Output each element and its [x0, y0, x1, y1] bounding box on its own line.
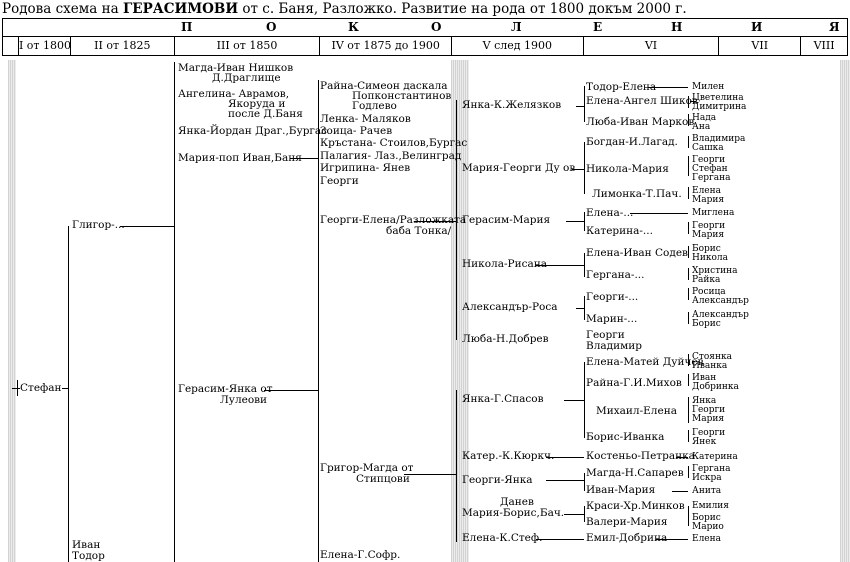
person-emil: Емил-Добрина	[586, 532, 668, 544]
person-elena-k-stef: Елена-К.Стеф.	[462, 532, 543, 544]
connector-horizontal	[404, 474, 456, 475]
person-angelina-line1: Ангелина- Аврамов,	[178, 88, 290, 100]
person-georgi-c: Георги	[692, 405, 726, 415]
person-gerasim-line1: Герасим-Янка от	[178, 383, 273, 395]
person-gerasim-line2: Лулеови	[220, 394, 268, 406]
connector-horizontal	[536, 539, 584, 540]
person-grigor-line1: Григор-Магда от	[320, 462, 414, 474]
person-elena-g-sofr: Елена-Г.Софр.	[320, 549, 401, 561]
connector-vertical	[688, 430, 689, 442]
shade-band-8	[840, 60, 850, 562]
connector-vertical	[584, 253, 585, 277]
connector-horizontal	[576, 106, 584, 107]
person-maria-boris: Мария-Борис,Бач.	[462, 507, 565, 519]
gen-spacer	[3, 37, 19, 55]
person-yanka-yordan: Янка-Йордан Драг.,Бургас	[178, 125, 328, 137]
person-aleksandar-b: Александър	[692, 310, 749, 320]
pok-letter: О	[266, 20, 278, 34]
connector-horizontal	[12, 388, 20, 389]
person-elena-b: Елена	[692, 534, 721, 544]
connector-horizontal	[120, 226, 174, 227]
gen-header-8: VIII	[813, 39, 835, 52]
gen-header-2: II от 1825	[71, 37, 175, 55]
person-emilia: Емилия	[692, 501, 729, 511]
gen-header-6: VI	[584, 37, 720, 55]
person-maria-b: Мария	[692, 230, 725, 240]
person-magda-line1: Магда-Иван Нишков	[178, 62, 294, 74]
title-prefix: Родова схема на	[2, 1, 119, 17]
person-palagia: Палагия- Лаз.,Велинград	[320, 150, 462, 162]
person-miglena: Миглена	[692, 208, 735, 218]
person-iskra: Искра	[692, 473, 722, 483]
person-gergana-a: Гергана	[692, 173, 731, 183]
person-hristina: Христина	[692, 266, 738, 276]
connector-vertical	[688, 506, 689, 526]
person-todor: Тодор	[72, 550, 105, 562]
person-boris-ivanka: Борис-Иванка	[586, 431, 665, 443]
person-yanka-a: Янка	[692, 396, 717, 406]
connector-vertical	[688, 136, 689, 148]
person-mario: Марио	[692, 522, 724, 532]
pok-letter: О	[431, 20, 443, 34]
person-nikola-a: Никола	[692, 253, 728, 263]
person-stefan-a: Стефан	[692, 164, 728, 174]
person-milen: Милен	[692, 82, 725, 92]
person-elena-dots: Елена-...	[586, 207, 634, 219]
person-raina-line3: Годлево	[352, 100, 397, 112]
person-ivanka: Иванка	[692, 361, 728, 371]
person-stoyanka: Стоянка	[692, 352, 732, 362]
person-boris-b: Борис	[692, 319, 721, 329]
page-title	[2, 0, 687, 18]
connector-vertical	[688, 374, 689, 386]
connector-horizontal	[564, 514, 584, 515]
person-georgi-b: Георги	[692, 221, 726, 231]
connector-vertical	[688, 268, 689, 280]
connector-horizontal	[546, 480, 584, 481]
person-georgi-d: Георги	[692, 428, 726, 438]
connector-horizontal	[576, 308, 584, 309]
connector-vertical	[688, 397, 689, 423]
person-ana: Ана	[692, 122, 711, 132]
person-ivan-maria: Иван-Мария	[586, 484, 656, 496]
gen-header-4: IV от 1875 до 1900	[320, 37, 452, 55]
person-krastana: Кръстана- Стоилов,Бургас	[320, 137, 468, 149]
person-rosica: Росица	[692, 287, 726, 297]
person-valeri: Валери-Мария	[586, 516, 668, 528]
person-bogdan: Богдан-И.Лагад.	[586, 136, 678, 148]
connector-vertical	[688, 156, 689, 176]
person-cvetelina: Цветелина	[692, 93, 744, 103]
connector-vertical	[688, 466, 689, 478]
person-gligor: Глигор-...	[72, 219, 125, 231]
person-limonka: Лимонка-Т.Пач.	[592, 188, 682, 200]
gen-header-1: I от 1800	[19, 37, 71, 55]
person-maria-a: Мария	[692, 195, 725, 205]
person-dimitrina: Димитрина	[692, 102, 747, 112]
person-elena-a: Елена	[692, 186, 721, 196]
pok-letter: К	[348, 20, 360, 34]
connector-horizontal	[630, 213, 688, 214]
person-maria-pop: Мария-поп Иван,Баня	[178, 152, 302, 164]
person-georgi-yanka: Георги-Янка	[462, 474, 533, 486]
person-mihail-elena: Михаил-Елена	[596, 405, 677, 417]
person-angelina-line3: после Д.Баня	[228, 108, 303, 120]
person-yanek: Янек	[692, 437, 717, 447]
person-kater-kyurkch: Катер.-К.Кюркч.	[462, 450, 555, 462]
connector-horizontal	[564, 400, 584, 401]
person-grigor-line2: Стипцови	[356, 473, 410, 485]
person-sashka: Сашка	[692, 143, 724, 153]
person-raina-line2: Попконстантинов	[352, 90, 452, 102]
title-surname: ГЕРАСИМОВИ	[122, 1, 239, 17]
connector-vertical	[456, 390, 457, 542]
person-gergana-b: Гергана	[692, 464, 731, 474]
person-aleksandar-rosa: Александър-Роса	[462, 301, 558, 313]
person-nada: Нада	[692, 113, 717, 123]
person-kostenyo: Костеньо-Петранка	[586, 450, 695, 462]
pok-letter: Е	[593, 20, 604, 34]
generations-header	[2, 36, 848, 56]
person-angelina-line2: Якоруда и	[228, 98, 286, 110]
person-yanka-spasov: Янка-Г.Спасов	[462, 393, 544, 405]
pok-letter: П	[181, 20, 194, 34]
person-gergana-dots: Гергана-...	[586, 269, 645, 281]
connector-vertical	[688, 246, 689, 258]
pok-letter: Я	[829, 20, 841, 34]
person-katerina-a: Катерина	[692, 452, 738, 462]
person-raina-line1: Райна-Симеон даскала	[320, 80, 448, 92]
connector-vertical	[174, 62, 175, 562]
person-marin-dots: Марин-...	[586, 313, 638, 325]
person-georgi-dots: Георги-...	[586, 291, 639, 303]
person-nikola-maria: Никола-Мария	[586, 163, 669, 175]
person-ivan-a: Иван	[692, 373, 717, 383]
person-raika: Райка	[692, 275, 721, 285]
connector-vertical	[688, 288, 689, 300]
person-elena-ivan: Елена-Иван Содев	[586, 247, 688, 259]
person-danev: Данев	[500, 496, 534, 508]
connector-vertical	[584, 362, 585, 438]
person-yanka-zhelyazkov: Янка-К.Желязков	[462, 99, 562, 111]
person-krasi: Краси-Хр.Минков	[586, 500, 685, 512]
person-todor-elena: Тодор-Елена	[586, 81, 657, 93]
pok-letter: И	[751, 20, 764, 34]
person-georgi-elena-line1: Георги-Елена/Разложката	[320, 214, 467, 226]
person-boris-c: Борис	[692, 513, 721, 523]
shade-band-1	[8, 60, 16, 562]
person-ivan: Иван	[72, 539, 101, 551]
person-elena-angel: Елена-Ангел Шиков	[586, 95, 698, 107]
person-lyuba-dobrev: Люба-Н.Добрев	[462, 333, 549, 345]
person-vladimira: Владимира	[692, 134, 746, 144]
person-georgi-elena-line2: баба Тонка/	[386, 225, 452, 237]
person-igripina: Игрипина- Янев	[320, 162, 411, 174]
person-raina-gi: Райна-Г.И.Михов	[586, 377, 682, 389]
pok-letter: Н	[671, 20, 684, 34]
person-magda-saparev: Магда-Н.Сапарев	[586, 467, 684, 479]
person-anita: Анита	[692, 486, 722, 496]
connector-vertical	[688, 312, 689, 324]
connector-vertical	[584, 473, 585, 491]
pokolenia-header	[2, 18, 848, 37]
person-katerina-dots: Катерина-...	[586, 225, 653, 237]
connector-horizontal	[672, 491, 688, 492]
person-georgi-lyuba: Георги	[586, 329, 625, 341]
person-zonca: Зоица- Рачев	[320, 125, 393, 137]
person-vladimir: Владимир	[586, 340, 642, 352]
person-nikola-risana: Никола-Рисана	[462, 258, 547, 270]
connector-vertical	[584, 212, 585, 231]
title-suffix: от с. Баня, Разложко. Развитие на рода от 1800 докъм 2000 г.	[242, 1, 687, 17]
person-elena-matei: Елена-Матей Дуйчев	[586, 356, 704, 368]
pok-letter: Л	[511, 20, 523, 34]
person-georgi-a: Георги	[692, 155, 726, 165]
gen-header-3: III от 1850	[175, 37, 321, 55]
connector-vertical	[318, 80, 319, 562]
connector-vertical	[688, 187, 689, 199]
connector-vertical	[688, 222, 689, 234]
person-maria-georgi: Мария-Георги Ду ов	[462, 162, 576, 174]
person-gerasim-maria: Герасим-Мария	[462, 214, 551, 226]
connector-vertical	[584, 296, 585, 320]
person-stefan: Стефан	[20, 382, 62, 394]
person-lenka: Ленка- Маляков	[320, 113, 411, 125]
gen-header-5: V след 1900	[452, 37, 584, 55]
person-maria-c: Мария	[692, 414, 725, 424]
connector-vertical	[68, 226, 69, 562]
person-lyuba-ivan: Люба-Иван Марков	[586, 116, 695, 128]
connector-vertical	[584, 142, 585, 194]
gen-header-7: VII	[719, 37, 801, 55]
person-dobrinka: Добринка	[692, 382, 739, 392]
person-boris-a: Борис	[692, 244, 721, 254]
connector-vertical	[584, 86, 585, 122]
connector-vertical	[17, 380, 18, 396]
person-aleksandar-a: Александър	[692, 296, 749, 306]
person-georgi-g4: Георги	[320, 175, 359, 187]
person-magda-line2: Д.Драглище	[212, 72, 281, 84]
connector-vertical	[584, 506, 585, 522]
connector-horizontal	[566, 221, 584, 222]
